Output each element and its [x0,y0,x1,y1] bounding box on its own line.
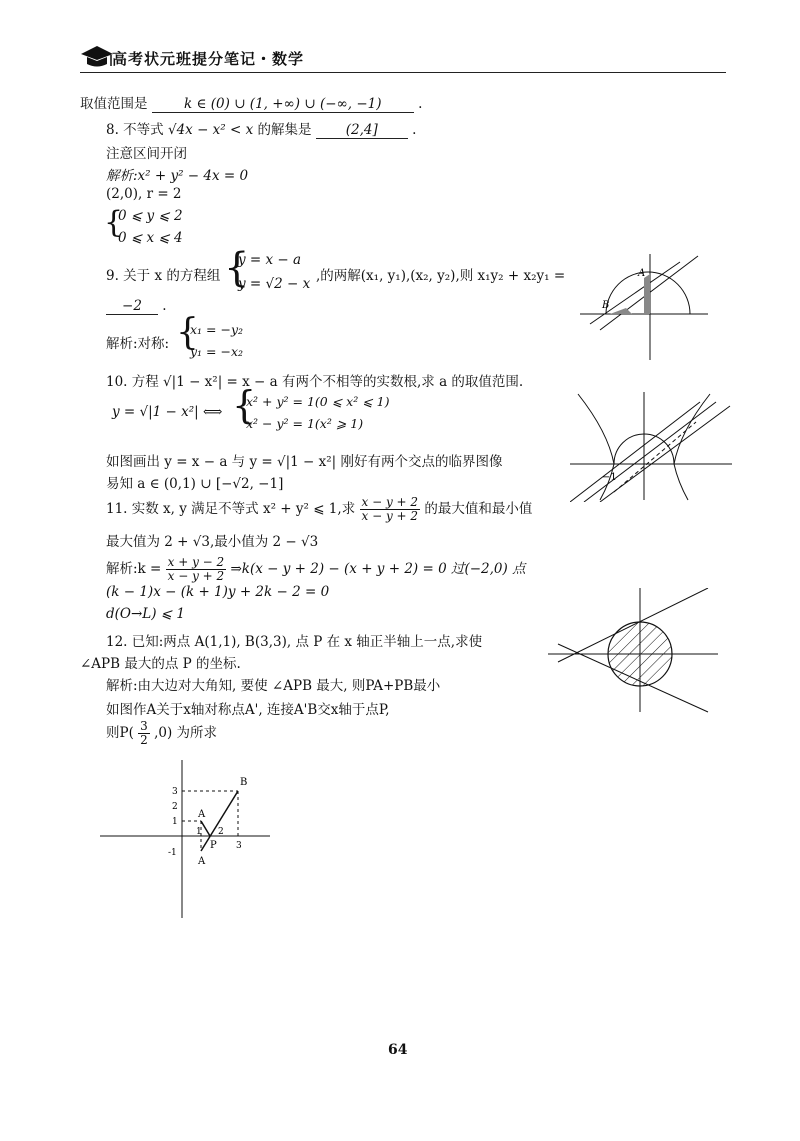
q11-frac-n: x − y + 2 [361,495,419,509]
q12-tick-m1y: -1 [168,848,177,858]
q12-tick-2x: 2 [218,827,224,837]
q8-sol2: (2,0), r = 2 [106,186,182,202]
q11-sol-frac-d: x − y + 2 [167,569,225,583]
q11-frac-d: x − y + 2 [361,509,419,523]
q9-brace: { [224,245,250,291]
header-rule [80,72,726,73]
q8-sys2: 0 ⩽ x ⩽ 4 [118,230,183,246]
q12-tick-3x: 3 [236,841,242,851]
q9-prefix: 9. 关于 x 的方程组 [106,268,221,284]
q8-sys1: 0 ⩽ y ⩽ 2 [118,208,183,224]
q12-tick-2y: 2 [172,802,178,812]
l1-answer: k ∈ (0) ∪ (1, +∞) ∪ (−∞, −1) [152,96,414,113]
page-number: 64 [388,1042,408,1058]
header-title: 高考状元班提分笔记・数学 [112,50,305,68]
q12-label-B: B [240,777,248,788]
q10-dashed-line [614,422,696,492]
l1-prefix: 取值范围是 [80,96,148,112]
q8-line [106,118,416,139]
q10-hyperbola-right [674,394,710,464]
q9-label-B: B [602,300,610,311]
q10-text: 10. 方程 √|1 − x²| = x − a 有两个不相等的实数根,求 a 的取值范围. [106,374,524,390]
q11-sol-frac-n: x + y − 2 [167,555,225,569]
q10-figure [570,392,735,502]
q12-segment-A2B [201,791,238,851]
q9-sol2: y₁ = −x₂ [190,344,244,359]
answer-line-1 [80,92,422,113]
q9-shade-right [644,274,650,314]
q9-suffix: . [162,298,167,314]
q11-disk [608,622,672,686]
q8-prefix: 8. 不等式 [106,122,164,138]
q12-text2: ∠APB 最大的点 P 的坐标. [80,656,241,672]
q10-label-m1: −1 [602,472,617,483]
q9-eq1: y = x − a [238,252,302,268]
q8-note: 注意区间开闭 [106,146,187,162]
q9-sol1: x₁ = −y₂ [190,322,244,337]
q9-answer: −2 [106,298,158,315]
q8-answer: (2,4] [316,122,408,139]
q12-label-A2: A [198,856,206,867]
q12-text: 12. 已知:两点 A(1,1), B(3,3), 点 P 在 x 轴正半轴上一点,求使 [106,634,483,650]
l1-suffix: . [418,96,423,112]
q12-tick-3y: 3 [172,787,178,797]
q12-segment-AP [201,821,210,836]
q11-line [106,496,532,523]
q11-figure [548,588,720,714]
q12-sol3-line [106,720,217,747]
q11-text-a: 11. 实数 x, y 满足不等式 x² + y² ⩽ 1,求 [106,501,356,517]
q10-hyperbola-right-low [674,464,688,500]
q8-sol1: 解析:x² + y² − 4x = 0 [106,168,249,184]
q11-sol-frac [166,556,227,583]
q10-brace: { [232,383,257,427]
q9-figure [580,252,710,362]
q9-mid: ,的两解(x₁, y₁),(x₂, y₂),则 x₁y₂ + x₂y₁ = [316,268,566,284]
q9-sol-brace: { [176,312,199,353]
q10-line-2 [584,402,716,502]
q10-sol2: 易知 a ∈ (0,1) ∪ [−√2, −1] [106,476,284,492]
q11-sol-line [106,556,526,583]
q9-answer-line [106,298,167,315]
q12-tick-1y: 1 [172,817,178,827]
q12-sol3-b: ,0) 为所求 [154,725,218,741]
q12-sol3-d: 2 [140,733,148,747]
q8-brace: { [104,205,124,240]
q12-tick-1x: 1 [196,827,202,837]
q8-suffix: . [412,122,417,138]
q12-sol3-n: 3 [140,719,148,733]
q10-sol1: 如图画出 y = x − a 与 y = √|1 − x²| 刚好有两个交点的临界图像 [106,454,503,470]
q8-expr: √4x − x² < x [167,122,254,138]
q12-sol3-a: 则P( [106,725,134,741]
q10-line-1 [570,402,700,502]
q11-sol2: (k − 1)x − (k + 1)y + 2k − 2 = 0 [106,584,330,600]
q12-label-P: P [210,840,217,851]
q12-sol2: 如图作A关于x轴对称点A', 连接A'B交x轴于点P, [106,702,390,718]
q8-mid: 的解集是 [257,122,312,138]
q12-sol1: 解析:由大边对大角知, 要使 ∠APB 最大, 则PA+PB最小 [106,678,441,694]
q10-case2: x² − y² = 1(x² ⩾ 1) [246,416,364,431]
q11-text-b: 的最大值和最小值 [424,501,533,517]
q9-label-A: A [638,268,646,279]
q12-label-A: A [198,809,206,820]
q9-line-2 [590,262,680,324]
q12-figure [98,760,273,920]
q11-ans: 最大值为 2 + √3,最小值为 2 − √3 [106,534,319,550]
q11-sol-a: 解析:k = [106,561,162,577]
q11-frac [360,496,421,523]
q12-sol3-frac [138,720,150,747]
q10-hyperbola-left [578,394,614,464]
graduation-cap-icon [80,44,114,70]
q9-eq2: y = √2 − x [238,276,311,292]
q11-sol-b: ⇒k(x − y + 2) − (x + y + 2) = 0 过(−2,0) 点 [230,561,526,577]
q11-sol3: d(O→L) ⩽ 1 [106,606,186,622]
q10-case1: x² + y² = 1(0 ⩽ x² ⩽ 1) [246,394,390,409]
q10-lhs: y = √|1 − x²| ⟺ [112,404,223,420]
q9-sol-prefix: 解析:对称: [106,336,170,352]
